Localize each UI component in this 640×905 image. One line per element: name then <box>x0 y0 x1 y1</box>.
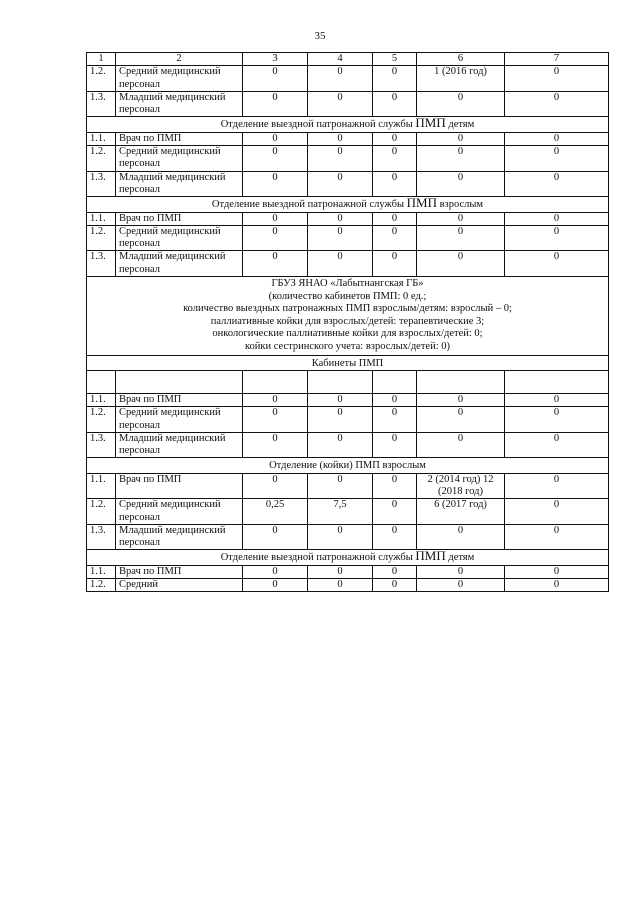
value-cell: 0 <box>243 171 308 197</box>
row-number: 1.3. <box>87 251 116 277</box>
value-cell: 0 <box>308 473 373 499</box>
staff-category: Средний медицинский персонал <box>116 66 243 92</box>
value-cell: 0 <box>308 565 373 578</box>
table-row <box>87 171 609 197</box>
value-cell: 0 <box>243 225 308 251</box>
staff-category: Младший медицинский персонал <box>116 524 243 550</box>
table-row <box>87 407 609 433</box>
value-cell: 0 <box>243 432 308 458</box>
section-title-suffix: взрослым <box>436 199 484 211</box>
value-cell: 0 <box>373 499 417 525</box>
value-cell: 0 <box>417 171 505 197</box>
table-row <box>87 393 609 406</box>
table-row <box>87 225 609 251</box>
value-cell: 0 <box>243 473 308 499</box>
staff-category: Средний медицинский персонал <box>116 407 243 433</box>
value-cell: 0 <box>505 212 609 225</box>
value-cell: 0 <box>505 393 609 406</box>
value-cell: 0 <box>243 393 308 406</box>
organization-line: онкологические паллиативные койки для взрослых/детей: 0; <box>212 328 483 340</box>
value-cell: 0 <box>373 132 417 145</box>
value-cell: 0 <box>308 146 373 172</box>
organization-info <box>87 277 609 356</box>
section-row <box>87 355 609 370</box>
value-cell: 0 <box>417 251 505 277</box>
section-title-abbrev: ПМП <box>415 548 446 564</box>
organization-line: койки сестринского учета: взрослых/детей: 0) <box>244 341 451 353</box>
section-title <box>87 197 609 212</box>
table-row <box>87 212 609 225</box>
table-row <box>87 251 609 277</box>
table-row <box>87 524 609 550</box>
table-row <box>87 473 609 499</box>
section-title-suffix: детям <box>445 552 475 564</box>
value-cell: 0 <box>373 251 417 277</box>
table-row <box>87 565 609 578</box>
value-cell: 0 <box>308 66 373 92</box>
empty-row <box>87 370 609 393</box>
empty-cell <box>87 370 116 393</box>
header-cell: 1 <box>87 53 116 66</box>
value-cell: 0 <box>417 212 505 225</box>
staff-category: Врач по ПМП <box>116 393 243 406</box>
value-cell: 0 <box>505 499 609 525</box>
value-cell: 0 <box>243 132 308 145</box>
section-title-text: Отделение выездной патронажной службы <box>220 119 416 131</box>
value-cell: 0 <box>308 393 373 406</box>
value-cell: 0 <box>308 251 373 277</box>
section-title-text: Отделение выездной патронажной службы <box>220 552 416 564</box>
value-cell: 0 <box>308 171 373 197</box>
header-cell: 2 <box>116 53 243 66</box>
value-cell: 0 <box>417 432 505 458</box>
organization-line: (количество кабинетов ПМП: 0 ед.; <box>268 290 427 302</box>
organization-row <box>87 277 609 356</box>
value-cell: 0 <box>373 432 417 458</box>
value-cell: 0 <box>308 225 373 251</box>
header-cell: 4 <box>308 53 373 66</box>
row-number: 1.3. <box>87 91 116 117</box>
value-cell: 0 <box>308 579 373 592</box>
row-number: 1.1. <box>87 132 116 145</box>
value-cell: 0 <box>373 565 417 578</box>
value-cell: 2 (2014 год) 12 (2018 год) <box>417 473 505 499</box>
section-row <box>87 550 609 565</box>
value-cell: 0 <box>505 251 609 277</box>
value-cell: 0 <box>243 579 308 592</box>
value-cell: 0 <box>417 579 505 592</box>
value-cell: 0 <box>308 407 373 433</box>
organization-line: количество выездных патронажных ПМП взрослым/детям: взрослый – 0; <box>183 303 512 315</box>
section-title <box>87 355 609 370</box>
value-cell: 0 <box>243 407 308 433</box>
value-cell: 0 <box>505 171 609 197</box>
staff-category: Врач по ПМП <box>116 473 243 499</box>
section-title <box>87 550 609 565</box>
value-cell: 0 <box>417 565 505 578</box>
value-cell: 0 <box>505 565 609 578</box>
table-row <box>87 91 609 117</box>
value-cell: 0 <box>373 91 417 117</box>
staffing-table <box>86 52 609 592</box>
value-cell: 0 <box>373 146 417 172</box>
table-row <box>87 432 609 458</box>
header-cell: 7 <box>505 53 609 66</box>
value-cell: 0 <box>505 524 609 550</box>
section-title-abbrev: ПМП <box>406 195 437 211</box>
section-title-text: Кабинеты ПМП <box>311 357 384 369</box>
empty-cell <box>308 370 373 393</box>
value-cell: 0 <box>417 524 505 550</box>
value-cell: 0 <box>308 132 373 145</box>
value-cell: 0 <box>417 132 505 145</box>
row-number: 1.1. <box>87 473 116 499</box>
value-cell: 0 <box>308 91 373 117</box>
staff-category: Врач по ПМП <box>116 132 243 145</box>
row-number: 1.3. <box>87 171 116 197</box>
staff-category: Средний <box>116 579 243 592</box>
table-row <box>87 146 609 172</box>
value-cell: 0 <box>308 212 373 225</box>
row-number: 1.2. <box>87 146 116 172</box>
header-cell: 6 <box>417 53 505 66</box>
value-cell: 0 <box>373 171 417 197</box>
row-number: 1.1. <box>87 565 116 578</box>
staff-category: Средний медицинский персонал <box>116 225 243 251</box>
value-cell: 0 <box>505 473 609 499</box>
empty-cell <box>417 370 505 393</box>
value-cell: 0 <box>373 225 417 251</box>
value-cell: 0 <box>417 91 505 117</box>
value-cell: 0 <box>417 146 505 172</box>
section-title-suffix: детям <box>445 119 475 131</box>
table-row <box>87 579 609 592</box>
value-cell: 0 <box>373 66 417 92</box>
row-number: 1.3. <box>87 524 116 550</box>
section-title-abbrev: ПМП <box>415 115 446 131</box>
value-cell: 0 <box>243 251 308 277</box>
table-row <box>87 66 609 92</box>
row-number: 1.2. <box>87 225 116 251</box>
header-cell: 3 <box>243 53 308 66</box>
value-cell: 0 <box>308 524 373 550</box>
row-number: 1.3. <box>87 432 116 458</box>
section-row <box>87 458 609 473</box>
value-cell: 0 <box>243 565 308 578</box>
table-row <box>87 499 609 525</box>
value-cell: 0 <box>417 393 505 406</box>
organization-line: паллиативные койки для взрослых/детей: терапевтические 3; <box>210 315 485 327</box>
value-cell: 0 <box>505 225 609 251</box>
value-cell: 0 <box>505 91 609 117</box>
value-cell: 0 <box>373 579 417 592</box>
empty-cell <box>373 370 417 393</box>
value-cell: 0 <box>505 66 609 92</box>
value-cell: 1 (2016 год) <box>417 66 505 92</box>
value-cell: 0 <box>243 524 308 550</box>
value-cell: 0 <box>505 132 609 145</box>
value-cell: 0 <box>373 473 417 499</box>
value-cell: 6 (2017 год) <box>417 499 505 525</box>
staff-category: Младший медицинский персонал <box>116 251 243 277</box>
section-title-text: Отделение выездной патронажной службы <box>211 199 407 211</box>
staff-category: Средний медицинский персонал <box>116 146 243 172</box>
value-cell: 0 <box>417 407 505 433</box>
table-body <box>87 53 609 592</box>
staff-category: Средний медицинский персонал <box>116 499 243 525</box>
page-number: 35 <box>314 30 326 42</box>
section-row <box>87 117 609 132</box>
value-cell: 0 <box>243 91 308 117</box>
row-number: 1.2. <box>87 407 116 433</box>
value-cell: 0 <box>243 212 308 225</box>
section-title-text: Отделение (койки) ПМП взрослым <box>269 460 426 472</box>
value-cell: 0 <box>243 146 308 172</box>
row-number: 1.1. <box>87 393 116 406</box>
organization-line: ГБУЗ ЯНАО «Лабытнангская ГБ» <box>271 278 424 290</box>
value-cell: 0 <box>417 225 505 251</box>
value-cell: 0 <box>308 432 373 458</box>
staff-category: Врач по ПМП <box>116 565 243 578</box>
value-cell: 0 <box>243 66 308 92</box>
value-cell: 0 <box>505 407 609 433</box>
staff-category: Младший медицинский персонал <box>116 91 243 117</box>
empty-cell <box>243 370 308 393</box>
section-title <box>87 117 609 132</box>
section-row <box>87 197 609 212</box>
header-row <box>87 53 609 66</box>
value-cell: 0 <box>373 212 417 225</box>
value-cell: 0 <box>373 524 417 550</box>
row-number: 1.2. <box>87 66 116 92</box>
section-title <box>87 458 609 473</box>
empty-cell <box>505 370 609 393</box>
row-number: 1.2. <box>87 499 116 525</box>
staff-category: Врач по ПМП <box>116 212 243 225</box>
value-cell: 0 <box>373 393 417 406</box>
staff-category: Младший медицинский персонал <box>116 171 243 197</box>
value-cell: 7,5 <box>308 499 373 525</box>
value-cell: 0 <box>505 579 609 592</box>
row-number: 1.1. <box>87 212 116 225</box>
table-row <box>87 132 609 145</box>
value-cell: 0,25 <box>243 499 308 525</box>
empty-cell <box>116 370 243 393</box>
header-cell: 5 <box>373 53 417 66</box>
value-cell: 0 <box>373 407 417 433</box>
value-cell: 0 <box>505 432 609 458</box>
row-number: 1.2. <box>87 579 116 592</box>
staff-category: Младший медицинский персонал <box>116 432 243 458</box>
value-cell: 0 <box>505 146 609 172</box>
